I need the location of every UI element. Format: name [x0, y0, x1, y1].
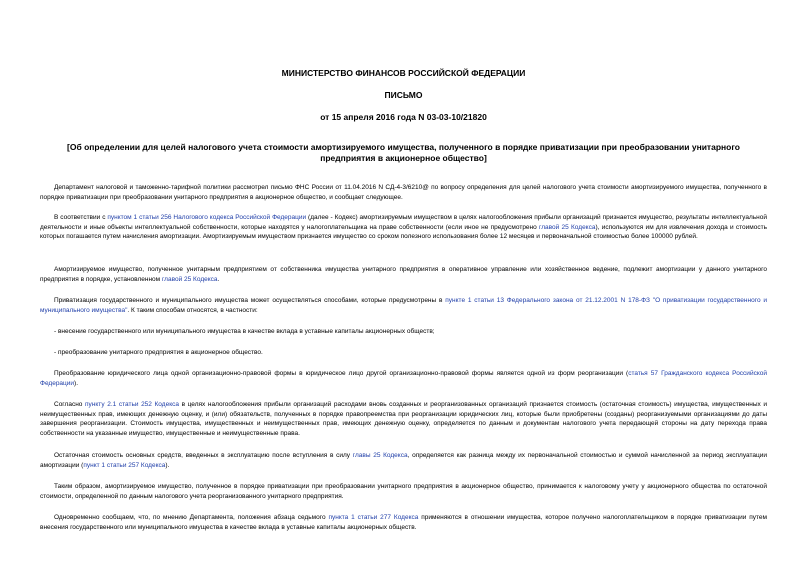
- link-article-252[interactable]: пункту 2.1 статьи 252 Кодекса: [85, 401, 179, 408]
- paragraph-7: [40, 369, 767, 388]
- paragraph-1: Департамент налоговой и таможенно-тарифной политики рассмотрел письмо ФНС России от 11.04.2016 N СД-4-3/6210@ по вопросу определения для целей налогового учета стоимости амортизируемого имущества, полученного в порядке приватизации при преобразовании унитарного предприятия в акционерное общество, и сообщает следующее.: [40, 184, 767, 201]
- link-article-256[interactable]: пунктом 1 статьи 256 Налогового кодекса Российской Федерации: [107, 214, 307, 221]
- paragraph-3-text-1: Амортизируемое имущество, полученное унитарным предприятием от собственника имущества унитарного предприятия в оперативное управление или хозяйственное ведение, подлежит амортизации у данного унитарного предприятия в порядке, установленном: [40, 266, 767, 283]
- link-chapter-25-c[interactable]: главы 25 Кодекса: [352, 452, 408, 459]
- paragraph-11-text-1: Одновременно сообщаем, что, по мнению Департамента, положения абзаца седьмого: [54, 514, 329, 521]
- paragraph-5: - внесение государственного или муниципального имущества в качестве вклада в уставные капиталы акционерных обществ;: [54, 328, 435, 335]
- paragraph-9-text-3: ).: [165, 461, 170, 469]
- paragraph-11-text-2: применяются в отношении имущества, которое получено налогоплательщиком в порядке приватизации путем внесения государственного или муниципального имущества в качестве вклада в уставные капиталы акционерных обществ.: [40, 514, 767, 531]
- paragraph-9: [40, 451, 767, 470]
- paragraph-10: Таким образом, амортизируемое имущество, полученное в порядке приватизации при преобразовании унитарного предприятия в акционерное общество, принимается к налоговому учету у акционерного общества по остаточной стоимости, определенной по данным налогового учета реорганизованного унитарного предприятия.: [40, 483, 767, 500]
- document-type: ПИСЬМО: [384, 90, 423, 100]
- document-date-number: от 15 апреля 2016 года N 03-03-10/21820: [320, 112, 487, 122]
- paragraph-2-text-2: (далее - Кодекс) амортизируемым имуществом в целях налогообложения прибыли организаций признается имущество, результаты интеллектуальной деятельности и иные объекты интеллектуальной собственности, которые находятся у налогоплательщика на праве собственности (если иное не предусмотрено: [40, 214, 767, 231]
- paragraph-7-text-1: Преобразование юридического лица одной организационно-правовой формы в юридическое лицо другой организационно-правовой формы является одной из форм реорганизации (: [54, 370, 629, 377]
- paragraph-2-text-1: В соответствии с: [54, 214, 108, 221]
- document-subject: [Об определении для целей налогового учета стоимости амортизируемого имущества, полученного в порядке приватизации при преобразовании унитарного предприятия в акционерное общество]: [67, 142, 740, 163]
- paragraph-9-text-1: Остаточная стоимость основных средств, введенных в эксплуатацию после вступления в силу: [54, 452, 353, 459]
- paragraph-2-text-3: ), используются им для извлечения дохода и стоимость которых погашается путем начисления амортизации. Амортизируемым имуществом признается имущество со сроком полезного использования более 12 месяцев и первоначальной стоимостью более 100000 рублей.: [40, 223, 767, 241]
- paragraph-4: [40, 296, 767, 315]
- paragraph-4-text-1: Приватизация государственного и муниципального имущества может осуществляться способами, которые предусмотрены в: [54, 297, 446, 304]
- paragraph-4-text-2: . К таким способам относятся, в частности:: [127, 306, 258, 314]
- paragraph-8-text-2: в целях налогообложения прибыли организаций расходами вновь созданных и реорганизованных организаций признается стоимость (остаточная стоимость) имущества, имущественных и неимущественных прав, имеющих денежную оценку, и (или) обязательств, полученных в порядке правопреемства при реорганизации юридических лиц, которые были приобретены (созданы) реорганизуемыми организациями до даты завершения реорганизации. Стоимость имущества, имущественных и неимущественных прав, имеющих денежную оценку, определяется по данным и документам налогового учета передающей стороны на дату перехода права собственности на указанные имущество, имущественные и неимущественные права.: [40, 401, 768, 437]
- paragraph-7-text-2: ).: [74, 379, 79, 387]
- ministry-title: МИНИСТЕРСТВО ФИНАНСОВ РОССИЙСКОЙ ФЕДЕРАЦИИ: [281, 68, 526, 78]
- link-civil-code-57[interactable]: статья 57 Гражданского кодекса Российской Федерации: [40, 370, 767, 387]
- link-law-178[interactable]: пункте 1 статьи 13 Федерального закона от 21.12.2001 N 178-ФЗ "О приватизации государственного и муниципального имущества": [40, 297, 767, 314]
- paragraph-11: [40, 513, 767, 532]
- paragraph-8: [40, 400, 767, 438]
- paragraph-3: [40, 265, 767, 284]
- link-article-277[interactable]: пункта 1 статьи 277 Кодекса: [328, 514, 419, 521]
- paragraph-8-text-1: Согласно: [54, 401, 86, 408]
- paragraph-2: [40, 213, 767, 242]
- link-chapter-25[interactable]: главой 25 Кодекса: [539, 223, 596, 231]
- link-chapter-25-b[interactable]: главой 25 Кодекса: [161, 275, 218, 283]
- paragraph-9-text-2: , определяется как разница между их первоначальной стоимостью и суммой начисленной за период эксплуатации амортизации (: [40, 452, 767, 469]
- link-article-257[interactable]: пункт 1 статьи 257 Кодекса: [83, 461, 166, 469]
- paragraph-3-text-2: .: [217, 275, 220, 283]
- paragraph-6: - преобразование унитарного предприятия в акционерное общество.: [54, 349, 263, 356]
